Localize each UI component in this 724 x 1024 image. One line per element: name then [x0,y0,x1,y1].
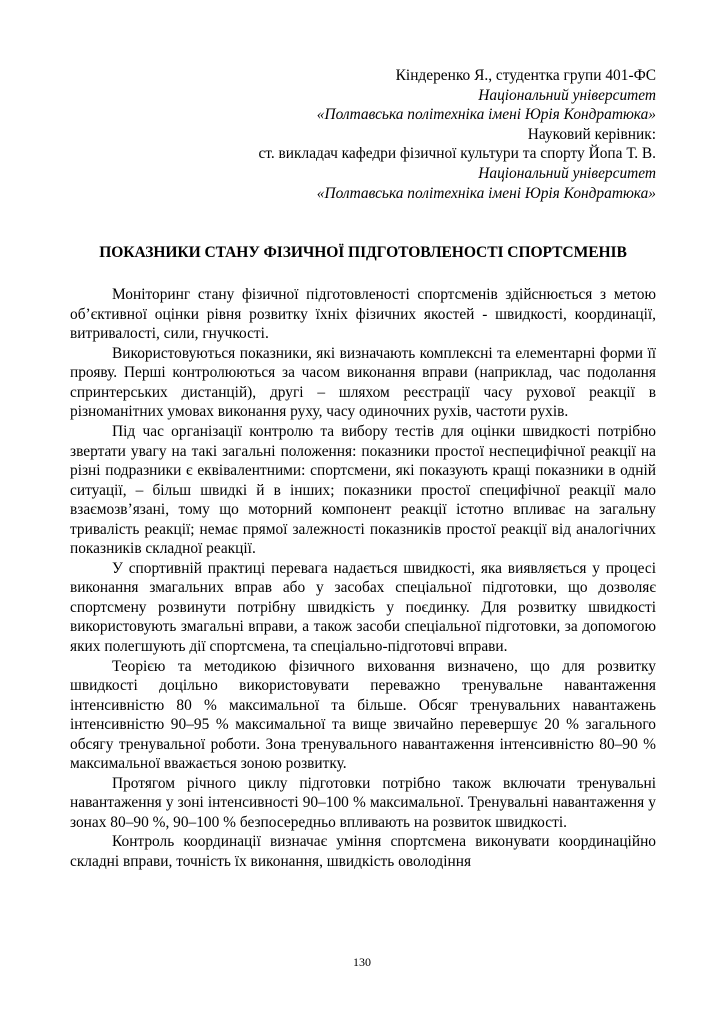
affiliation-line: Національний університет [478,164,656,182]
paper-title: ПОКАЗНИКИ СТАНУ ФІЗИЧНОЇ ПІДГОТОВЛЕНОСТІ СПОРТСМЕНІВ [99,244,627,262]
supervisor-line: ст. викладач кафедри фізичної культури та спорту Йопа Т. В. [258,145,656,163]
paragraph: Протягом річного циклу підготовки потрібно також включати тренувальні навантаження у зоні інтенсивності 90–100 % максимальної. Тренувальні навантаження у зонах 80–90 %, 90–100 % безпосередньо впливають на розвиток швидкості. [70,774,656,831]
page-content [70,66,656,872]
paragraph: Під час організації контролю та вибору тестів для оцінки швидкості потрібно звертати увагу на такі загальні положення: показники простої неспецифічної реакції на різні подразники є еквівалентними: спортсмени, які показують кращі показники в одній ситуації, – більш швидкі й в інших; показники простої специфічної реакції мало взаємозв’язані, тому що моторний компонент реакції істотно впливає на загальну тривалість реакції; немає прямої залежності показників простої реакції від аналогічних показників складної реакції. [70,422,656,558]
paragraph: Контроль координації визначає уміння спортсмена виконувати координаційно складні вправи, точність їх виконання, швидкість оволодіння [70,833,656,871]
paper-body [70,285,656,871]
affiliation-line: «Полтавська політехніка імені Юрія Кондратюка» [316,184,656,202]
affiliation-line: Національний університет [478,86,656,104]
paragraph: Використовуються показники, які визначають комплексні та елементарні форми її прояву. Перші контролюються за часом виконання вправи (наприклад, час подолання спринтерських дистанцій), другі – шляхом реєстрації часу рухової реакції в різноманітних умовах виконання руху, часу одиночних рухів, частоти рухів. [70,344,656,421]
paragraph: Теорією та методикою фізичного виховання визначено, що для розвитку швидкості доцільно використовувати переважно тренувальне навантаження інтенсивністю 80 % максимальної та більше. Обсяг тренувальних навантажень інтенсивністю 90–95 % максимальної та вище звичайно перевершує 20 % загального обсягу тренувальної роботи. Зона тренувального навантаження інтенсивністю 80–90 % максимальної вважається зоною розвитку. [70,657,656,773]
author-block [70,66,656,203]
author-line: Кіндеренко Я., студентка групи 401-ФС [395,67,656,84]
page-number: 130 [353,955,371,969]
paragraph: У спортивній практиці перевага надається швидкості, яка виявляється у процесі виконання змагальних вправ або у засобах спеціальної підготовки, що дозволяє спортсмену розвинути потрібну швидкість у поєдинку. Для розвитку швидкості використовують змагальні вправи, а також засоби спеціальної підготовки, за допомогою яких полегшують дії спортсмена, та спеціально-підготовчі вправи. [70,559,656,655]
supervisor-label: Науковий керівник: [527,125,656,143]
affiliation-line: «Полтавська політехніка імені Юрія Кондратюка» [316,106,656,124]
paragraph: Моніторинг стану фізичної підготовленості спортсменів здійснюється з метою об’єктивної оцінки рівня розвитку їхніх фізичних якостей - швидкості, координації, витривалості, сили, гнучкості. [70,286,656,343]
